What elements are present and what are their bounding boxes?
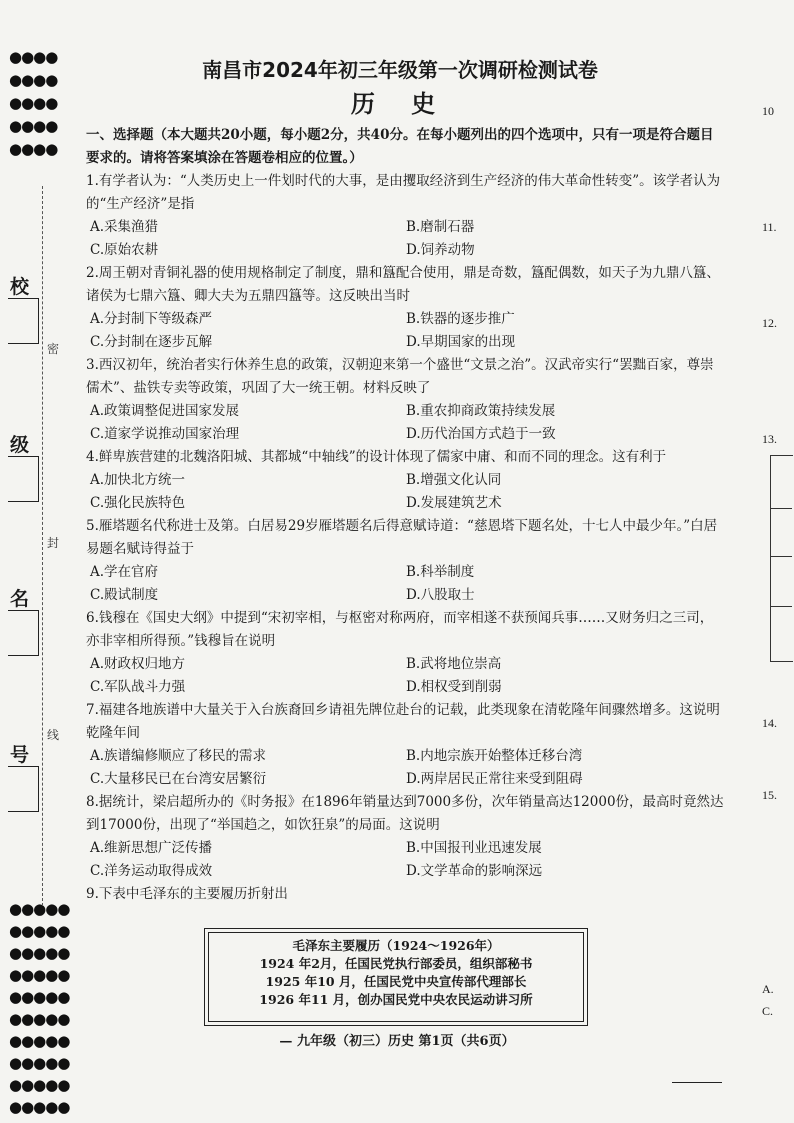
question-1 <box>86 170 726 262</box>
footer-rule <box>672 1082 722 1083</box>
right-qnum-15: 15. <box>762 788 777 802</box>
option-d[interactable]: D.八股取士 <box>406 587 475 603</box>
option-d[interactable]: D.早期国家的出现 <box>406 334 516 350</box>
question-6 <box>86 607 726 699</box>
binding-dots-bottom: ●●●●● ●●●●● ●●●●● ●●●●● ●●●●● ●●●●● ●●●●● ●●●●● ●●●●● ●●●●● <box>9 900 70 1116</box>
right-qnum-14: 14. <box>762 716 777 730</box>
option-d[interactable]: D.两岸居民正常往来受到阻碍 <box>406 771 583 787</box>
question-stem: 5.雁塔题名代称进士及第。白居易29岁雁塔题名后得意赋诗道：“慈恩塔下题名处，十七人中最少年。”白居易题名赋诗得益于 <box>86 518 718 557</box>
question-8 <box>86 791 726 883</box>
right-table-edge <box>770 455 793 662</box>
question-7 <box>86 699 726 791</box>
question-stem: 2.周王朝对青铜礼器的使用规格制定了制度，鼎和簋配合使用，鼎是奇数，簋配偶数，如天子为九鼎八簋、诸侯为七鼎六簋、卿大夫为五鼎四簋等。这反映出当时 <box>86 265 720 304</box>
question-3 <box>86 354 726 446</box>
label-name: 名 <box>10 588 30 610</box>
option-d[interactable]: D.历代治国方式趋于一致 <box>406 426 556 442</box>
question-stem: 4.鲜卑族营建的北魏洛阳城、其都城“中轴线”的设计体现了儒家中庸、和而不同的理念。这有利于 <box>86 449 667 465</box>
right-qnum-11: 11. <box>762 220 777 234</box>
option-d[interactable]: D.饲养动物 <box>406 242 475 258</box>
option-b[interactable]: B.中国报刊业迅速发展 <box>406 840 542 856</box>
option-b[interactable]: B.内地宗族开始整体迁移台湾 <box>406 748 583 764</box>
school-field[interactable] <box>8 298 39 344</box>
number-field[interactable] <box>8 766 39 812</box>
binding-char-xian: 线 <box>47 728 60 742</box>
label-number: 号 <box>10 744 30 766</box>
option-a[interactable]: A.加快北方统一 <box>90 472 186 488</box>
question-5 <box>86 515 726 607</box>
option-a[interactable]: A.族谱编修顺应了移民的需求 <box>90 748 267 764</box>
option-d[interactable]: D.相权受到削弱 <box>406 679 502 695</box>
exam-title: 南昌市2024年初三年级第一次调研检测试卷 <box>202 58 598 82</box>
question-4 <box>86 446 726 515</box>
right-table-rule-2 <box>770 556 792 557</box>
binding-dashed-line <box>42 186 43 906</box>
option-b[interactable]: B.武将地位崇高 <box>406 656 502 672</box>
option-b[interactable]: B.重农抑商政策持续发展 <box>406 403 556 419</box>
option-b[interactable]: B.铁器的逐步推广 <box>406 311 515 327</box>
option-c[interactable]: C.军队战斗力强 <box>90 679 186 695</box>
right-qnum-13: 13. <box>762 432 777 446</box>
question-2 <box>86 262 726 354</box>
option-a[interactable]: A.财政权归地方 <box>90 656 186 672</box>
resume-table-row: 1925 年10 月，任国民党中央宣传部代理部长 <box>265 974 527 989</box>
right-option-c: C. <box>762 1004 774 1018</box>
resume-table-row: 1924 年2月，任国民党执行部委员，组织部秘书 <box>259 956 533 971</box>
option-c[interactable]: C.道家学说推动国家治理 <box>90 426 240 442</box>
binding-char-feng: 封 <box>47 536 60 550</box>
option-b[interactable]: B.科举制度 <box>406 564 475 580</box>
option-c[interactable]: C.洋务运动取得成效 <box>90 863 213 879</box>
resume-table-row: 1926 年11 月，创办国民党中央农民运动讲习所 <box>259 992 533 1007</box>
right-table-rule-3 <box>770 606 792 607</box>
option-d[interactable]: D.发展建筑艺术 <box>406 495 502 511</box>
option-a[interactable]: A.采集渔猎 <box>90 219 159 235</box>
question-9 <box>86 883 726 906</box>
resume-table <box>204 928 588 1026</box>
question-stem: 8.据统计，梁启超所办的《时务报》在1896年销量达到7000多份，次年销量高达12000份，最高时竟然达到17000份，出现了“举国趋之，如饮狂泉”的局面。这说明 <box>86 794 724 833</box>
question-stem: 7.福建各地族谱中大量关于入台族裔回乡请祖先牌位赴台的记载，此类现象在清乾隆年间骤然增多。这说明乾隆年间 <box>86 702 720 741</box>
option-d[interactable]: D.文学革命的影响深远 <box>406 863 543 879</box>
question-stem: 3.西汉初年，统治者实行休养生息的政策，汉朝迎来第一个盛世“文景之治”。汉武帝实行“罢黜百家，尊崇儒术”、盐铁专卖等政策，巩固了大一统王朝。材料反映了 <box>86 357 714 396</box>
option-c[interactable]: C.殿试制度 <box>90 587 159 603</box>
right-qnum-12: 12. <box>762 316 777 330</box>
option-c[interactable]: C.原始农耕 <box>90 242 159 258</box>
question-stem: 6.钱穆在《国史大纲》中提到“宋初宰相，与枢密对称两府，而宰相遂不获预闻兵事……又财务归之三司，亦非宰相所得预。”钱穆旨在说明 <box>86 610 714 649</box>
class-field[interactable] <box>8 456 39 502</box>
binding-dots-top: ●●●● ●●●● ●●●● ●●●● ●●●● <box>9 48 58 158</box>
label-class: 级 <box>10 434 30 456</box>
option-a[interactable]: A.维新思想广泛传播 <box>90 840 213 856</box>
option-a[interactable]: A.政策调整促进国家发展 <box>90 403 240 419</box>
right-option-a: A. <box>762 982 774 996</box>
exam-subject: 历 史 <box>350 90 450 118</box>
right-table-rule-1 <box>770 508 792 509</box>
option-c[interactable]: C.强化民族特色 <box>90 495 186 511</box>
name-field[interactable] <box>8 610 39 656</box>
option-a[interactable]: A.分封制下等级森严 <box>90 311 213 327</box>
question-stem: 9.下表中毛泽东的主要履历折射出 <box>86 886 288 902</box>
option-c[interactable]: C.大量移民已在台湾安居繁衍 <box>90 771 267 787</box>
section-heading: 一、选择题（本大题共20小题，每小题2分，共40分。在每小题列出的四个选项中，只有一项是符合题目要求的。请将答案填涂在答题卷相应的位置。） <box>86 127 714 166</box>
option-b[interactable]: B.磨制石器 <box>406 219 475 235</box>
option-b[interactable]: B.增强文化认同 <box>406 472 502 488</box>
label-school: 校 <box>10 276 30 298</box>
question-stem: 1.有学者认为：“人类历史上一件划时代的大事，是由攫取经济到生产经济的伟大革命性转变”。该学者认为的“生产经济”是指 <box>86 173 721 212</box>
page-footer: — 九年级（初三）历史 第1页（共6页） <box>279 1034 515 1049</box>
binding-char-mi: 密 <box>47 342 60 356</box>
resume-table-title: 毛泽东主要履历（1924～1926年） <box>292 938 500 953</box>
right-qnum-10: 10 <box>762 104 774 118</box>
option-c[interactable]: C.分封制在逐步瓦解 <box>90 334 213 350</box>
option-a[interactable]: A.学在官府 <box>90 564 159 580</box>
question-list <box>86 124 726 906</box>
